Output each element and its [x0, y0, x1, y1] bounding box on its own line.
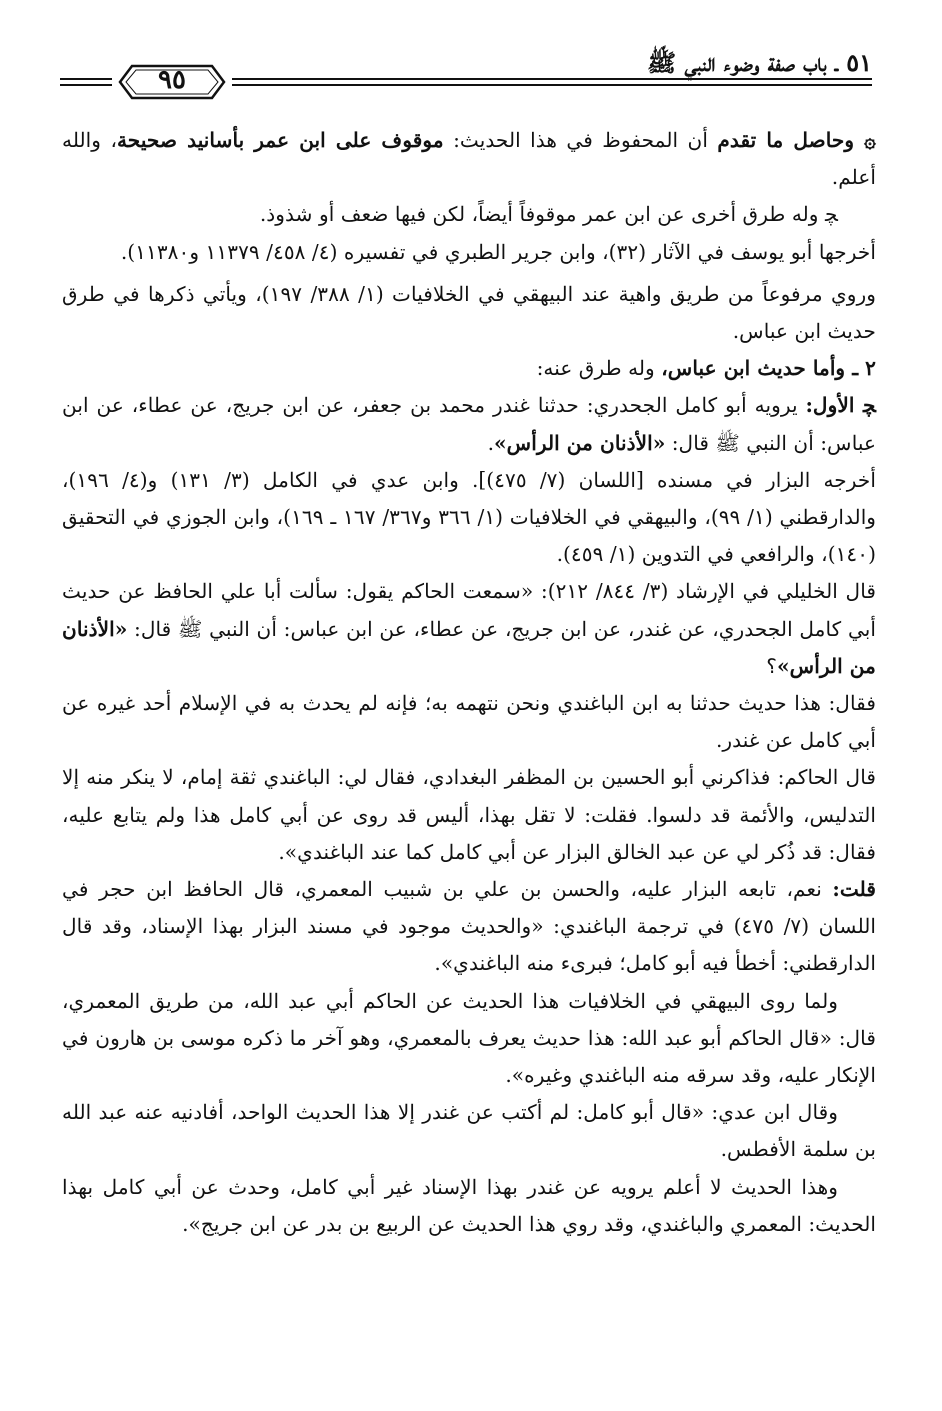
- paragraph-text: يرويه أبو كامل الجحدري: حدثنا غندر محمد بن جعفر، عن ابن جريج، عن عطاء، عن ابن عباس: أن النبي ﷺ قال:: [62, 393, 876, 455]
- paragraph: [62, 462, 876, 574]
- paragraph: [62, 122, 876, 196]
- paragraph-lead: ﭽ الأول:: [805, 393, 876, 418]
- paragraph: [62, 234, 876, 271]
- paragraph-lead: قلت:: [832, 877, 876, 902]
- paragraph: [62, 573, 876, 685]
- page-number: ٩٥: [158, 65, 186, 95]
- chapter-title: ٥١ ـ باب صفة وضوء النبي ﷺ: [647, 48, 872, 77]
- paragraph-text: قال الحاكم: فذاكرني أبو الحسين بن المظفر البغدادي، فقال لي: الباغندي ثقة إمام، لا ينكر منه إلا التدليس، والأئمة قد دلسوا. فقلت: لا تقل بهذا، أليس قد روى عن أبي كامل هذا ولم يتابع عليه، فقال: قد ذُكر لي عن عبد الخالق البزار عن أبي كامل كما عند الباغندي».: [62, 765, 876, 864]
- paragraph: [62, 350, 876, 387]
- paragraph-text: فقال: هذا حديث حدثنا به ابن الباغندي ونحن نتهمه به؛ فإنه لم يحدث به في الإسلام أحد غيره عن أبي كامل عن غندر.: [62, 691, 876, 753]
- page-body: [62, 122, 876, 1243]
- paragraph-text: ﭽ وله طرق أخرى عن ابن عمر موقوفاً أيضاً، لكن فيها ضعف أو شذوذ.: [259, 202, 838, 227]
- paragraph-emphasis: «الأذنان من الرأس»: [62, 616, 876, 678]
- paragraph-lead: ۞ وحاصل ما تقدم: [717, 128, 876, 152]
- paragraph-text: ولما روى البيهقي في الخلافيات هذا الحديث عن الحاكم أبي عبد الله، من طريق المعمري، قال: «قال الحاكم أبو عبد الله: هذا حديث يعرف بالمعمري، وهو آخر ما ذكره موسى بن هارون في الإنكار عليه، وقد سرقه منه الباغندي وغيره».: [62, 988, 876, 1088]
- paragraph: [62, 983, 876, 1095]
- page-number-badge: [112, 58, 232, 106]
- paragraph: [62, 685, 876, 759]
- paragraph-rest: ؟: [766, 653, 778, 678]
- paragraph-text: أن المحفوظ في هذا الحديث:: [443, 128, 718, 152]
- paragraph-text: وهذا الحديث لا أعلم يرويه عن غندر بهذا الإسناد غير أبي كامل، وحدث عن أبي كامل بهذا الحديث: المعمري والباغندي، وقد روي هذا الحديث عن الربيع بن بدر عن ابن جريج».: [62, 1174, 876, 1236]
- paragraph-text: أخرجها أبو يوسف في الآثار (٣٢)، وابن جرير الطبري في تفسيره (٤/ ٤٥٨/ ١١٣٧٩ و١١٣٨٠).: [120, 239, 876, 264]
- paragraph-lead: ٢ ـ وأما حديث ابن عباس،: [661, 356, 876, 381]
- paragraph-text: قال الخليلي في الإرشاد (٣/ ٨٤٤/ ٢١٢): «سمعت الحاكم يقول: سألت أبا علي الحافظ عن حديث أبي كامل الجحدري، عن غندر، عن ابن جريج، عن عطاء، عن ابن عباس: أن النبي ﷺ قال:: [62, 579, 876, 641]
- paragraph-emphasis: «الأذنان من الرأس»: [493, 430, 666, 455]
- paragraph-text: وروي مرفوعاً من طريق واهية عند البيهقي في الخلافيات (١/ ٣٨٨/ ١٩٧)، ويأتي ذكرها في طرق حديث ابن عباس.: [62, 281, 877, 344]
- paragraph: [62, 276, 876, 350]
- paragraph-text: وقال ابن عدي: «قال أبو كامل: لم أكتب عن غندر إلا هذا الحديث الواحد، أفادنيه عنه عبد الله بن سلمة الأفطس.: [62, 1100, 876, 1162]
- paragraph-emphasis: موقوف على ابن عمر بأسانيد صحيحة: [116, 128, 444, 152]
- paragraph-text: وله طرق عنه:: [536, 356, 662, 381]
- paragraph: [62, 759, 876, 871]
- paragraph-rest: .: [487, 430, 494, 455]
- page-header: [60, 40, 872, 120]
- paragraph-text: نعم، تابعه البزار عليه، والحسن بن علي بن شبيب المعمري، قال الحافظ ابن حجر في اللسان (٧/ ٤٧٥) في ترجمة الباغندي: «والحديث موجود في مسند البزار بهذا الإسناد، وقد قال الدارقطني: أخطأ فيه أبو كامل؛ فبرىء منه الباغندي».: [62, 877, 877, 976]
- paragraph: [62, 871, 876, 983]
- paragraph: [62, 1169, 876, 1243]
- paragraph: [62, 1094, 876, 1168]
- paragraph: [62, 387, 876, 461]
- paragraph-text: أخرجه البزار في مسنده [اللسان (٧/ ٤٧٥)]. وابن عدي في الكامل (٣/ ١٣١) و(٤/ ١٩٦)، والدارقطني (١/ ٩٩)، والبيهقي في الخلافيات (١/ ٣٦٦ و٣٦٧/ ١٦٧ ـ ١٦٩)، وابن الجوزي في التحقيق (١٤٠)، والرافعي في التدوين (١/ ٤٥٩).: [62, 467, 877, 567]
- paragraph: [62, 196, 876, 233]
- paragraph-rest: ، والله أعلم.: [62, 128, 876, 190]
